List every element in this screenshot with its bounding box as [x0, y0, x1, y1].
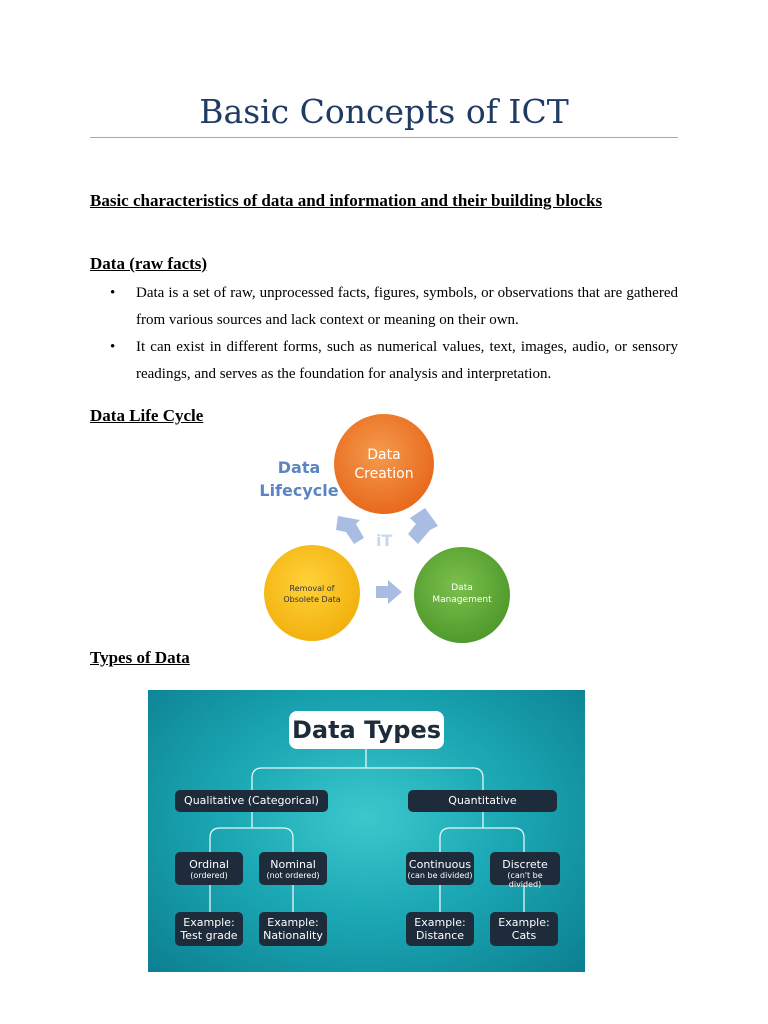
bullet-icon: • [110, 285, 116, 301]
arrow-icon [408, 508, 438, 544]
arrow-icon [376, 580, 402, 604]
section-heading-data: Data (raw facts) [90, 254, 208, 273]
quantitative-box: Quantitative [408, 790, 557, 812]
list-item: • Data is a set of raw, unprocessed facts, figures, symbols, or observations that are gathered from various sources and lack context or meaning on their own. [90, 280, 678, 334]
data-types-infographic [148, 690, 585, 972]
removal-label: Removal of Obsolete Data [283, 584, 341, 604]
main-heading: Basic characteristics of data and information and their building blocks [90, 191, 603, 210]
example-nominal-box: Example: Nationality [259, 912, 327, 946]
arrow-icon [336, 516, 364, 544]
bullet-icon: • [110, 339, 116, 355]
list-item: • It can exist in different forms, such as numerical values, text, images, audio, or sensory readings, and serves as the foundation for analysis and interpretation. [90, 334, 678, 388]
lifecycle-title: Data Lifecycle [259, 458, 339, 500]
data-types-title: Data Types [289, 711, 444, 749]
ordinal-box: Ordinal (ordered) [175, 852, 243, 885]
example-ordinal-box: Example: Test grade [175, 912, 243, 946]
creation-label: Data Creation [354, 447, 414, 482]
example-continuous-box: Example: Distance [406, 912, 474, 946]
data-lifecycle-diagram [240, 408, 530, 648]
section-heading-lifecycle: Data Life Cycle [90, 406, 204, 425]
discrete-box: Discrete (can't be divided) [490, 852, 560, 885]
title-divider [90, 137, 678, 138]
continuous-box: Continuous (can be divided) [406, 852, 474, 885]
management-label: Data Management [432, 583, 492, 605]
lifecycle-graphic [240, 408, 530, 648]
watermark-logo-icon: iT [376, 531, 393, 550]
page-title: Basic Concepts of ICT [199, 92, 569, 131]
example-discrete-box: Example: Cats [490, 912, 558, 946]
section-heading-types: Types of Data [90, 648, 190, 667]
nominal-box: Nominal (not ordered) [259, 852, 327, 885]
qualitative-box: Qualitative (Categorical) [175, 790, 328, 812]
data-bullet-list [90, 280, 678, 388]
